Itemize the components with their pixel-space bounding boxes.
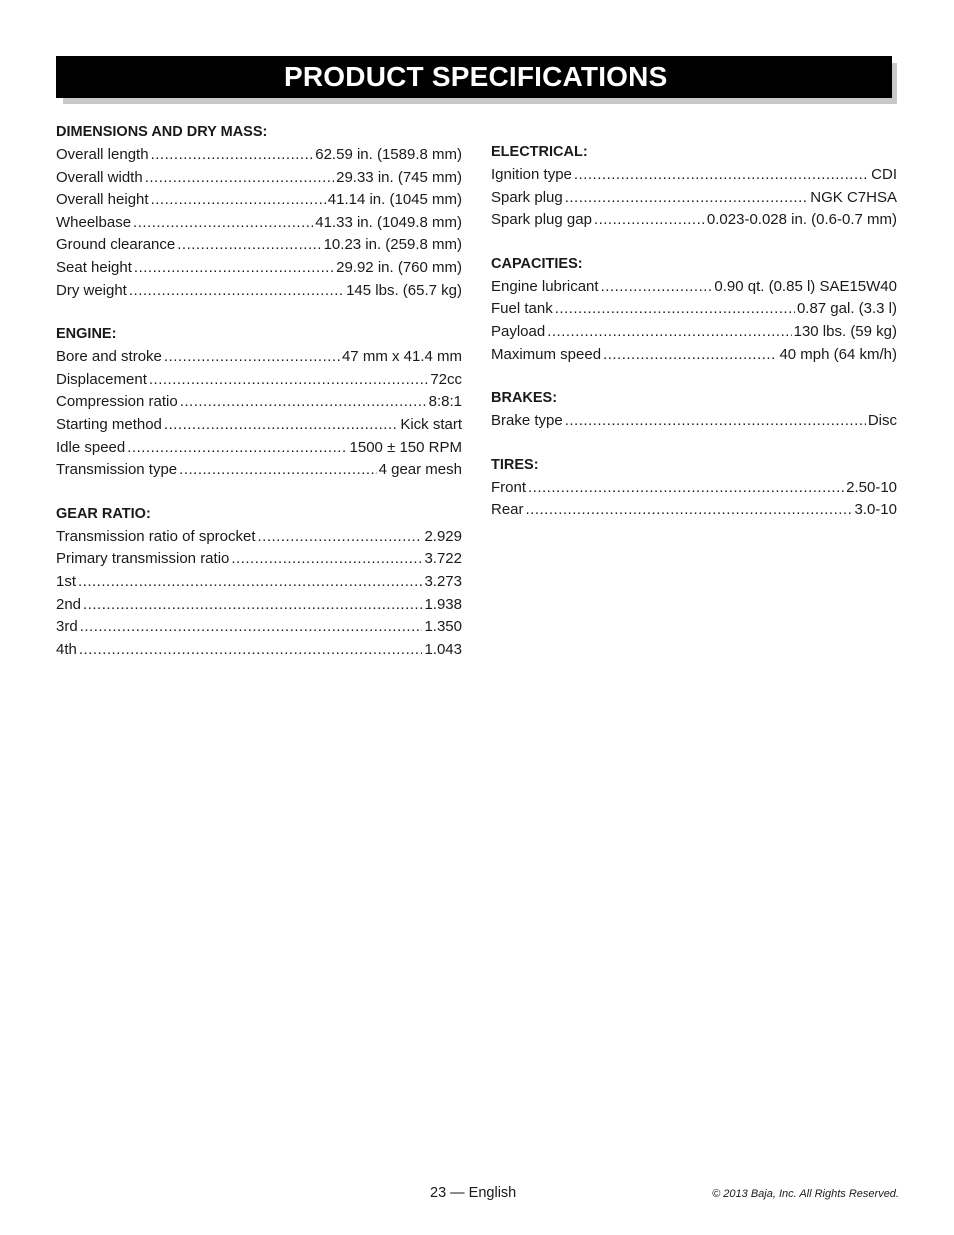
spec-value: 2.929	[424, 527, 462, 545]
spec-row	[56, 639, 462, 662]
spec-row	[56, 548, 462, 571]
spec-section	[491, 388, 897, 433]
spec-label: Overall width	[56, 168, 143, 186]
dot-leader	[127, 437, 347, 460]
dot-leader	[151, 144, 314, 167]
spec-row	[56, 571, 462, 594]
spec-row	[56, 144, 462, 167]
spec-row	[56, 391, 462, 414]
dot-leader	[547, 321, 791, 344]
spec-row	[56, 369, 462, 392]
spec-value: 10.23 in. (259.8 mm)	[323, 236, 462, 254]
spec-label: Fuel tank	[491, 300, 553, 318]
spec-value: 41.14 in. (1045 mm)	[327, 191, 462, 209]
spec-value: 145 lbs. (65.7 kg)	[346, 281, 462, 299]
copyright-notice: © 2013 Baja, Inc. All Rights Reserved.	[712, 1188, 899, 1200]
spec-value: 0.023-0.028 in. (0.6-0.7 mm)	[706, 211, 897, 229]
spec-value: 72cc	[430, 370, 462, 388]
spec-section	[56, 504, 462, 662]
spec-value: 47 mm x 41.4 mm	[341, 348, 462, 366]
spec-label: Seat height	[56, 258, 132, 276]
spec-row	[491, 499, 897, 522]
dot-leader	[565, 410, 866, 433]
dot-leader	[133, 212, 313, 235]
spec-section	[491, 254, 897, 366]
spec-label: Dry weight	[56, 281, 127, 299]
spec-label: Ignition type	[491, 166, 572, 183]
spec-row	[56, 616, 462, 639]
dot-leader	[80, 616, 423, 639]
spec-label: Wheelbase	[56, 213, 132, 231]
section-heading: ELECTRICAL:	[491, 144, 588, 160]
spec-label: Transmission ratio of sprocket	[56, 527, 256, 545]
spec-label: Transmission type	[56, 461, 178, 479]
dot-leader	[83, 594, 422, 617]
dot-leader	[177, 234, 321, 257]
page-title: PRODUCT SPECIFICATIONS	[56, 56, 892, 98]
dot-leader	[151, 189, 326, 212]
spec-row	[491, 187, 897, 210]
spec-row	[56, 189, 462, 212]
spec-value: 2.50-10	[846, 478, 897, 496]
spec-row	[491, 321, 897, 344]
spec-value: 1.350	[424, 618, 462, 636]
dot-leader	[603, 344, 777, 367]
dot-leader	[145, 167, 334, 190]
dot-leader	[555, 298, 795, 321]
dot-leader	[164, 414, 398, 437]
spec-label: Spark plug	[491, 188, 563, 206]
spec-value: 4 gear mesh	[378, 461, 462, 479]
dot-leader	[79, 639, 423, 662]
spec-row	[56, 280, 462, 303]
spec-label: Ground clearance	[56, 236, 176, 254]
spec-row	[56, 346, 462, 369]
dot-leader	[129, 280, 344, 303]
dot-leader	[594, 209, 705, 232]
section-heading: GEAR RATIO:	[56, 505, 151, 522]
spec-value: 40 mph (64 km/h)	[779, 345, 897, 363]
dot-leader	[164, 346, 340, 369]
spec-value: NGK C7HSA	[810, 188, 897, 206]
spec-label: 1st	[56, 572, 77, 590]
spec-row	[491, 344, 897, 367]
spec-label: Overall length	[56, 146, 149, 163]
dot-leader	[231, 548, 422, 571]
left-spec-column	[56, 122, 462, 683]
spec-row	[491, 298, 897, 321]
spec-section	[56, 324, 462, 482]
spec-value: 29.33 in. (745 mm)	[336, 168, 462, 186]
spec-value: 3.273	[424, 572, 462, 590]
spec-label: 4th	[56, 640, 77, 658]
spec-value: 41.33 in. (1049.8 mm)	[315, 213, 462, 231]
dot-leader	[134, 257, 334, 280]
spec-value: 0.90 qt. (0.85 l) SAE15W40	[714, 277, 897, 295]
spec-label: Idle speed	[56, 438, 126, 456]
spec-value: 1.938	[424, 595, 462, 613]
spec-value: Disc	[867, 412, 897, 430]
spec-label: Rear	[491, 501, 524, 519]
spec-section	[491, 142, 897, 232]
spec-value: 29.92 in. (760 mm)	[336, 258, 462, 276]
spec-row	[56, 257, 462, 280]
spec-value: 1500 ± 150 RPM	[349, 438, 462, 456]
spec-row	[56, 234, 462, 257]
section-heading: BRAKES:	[491, 390, 558, 407]
section-heading: TIRES:	[491, 456, 539, 473]
spec-row	[56, 414, 462, 437]
dot-leader	[78, 571, 422, 594]
spec-row	[491, 276, 897, 299]
spec-value: 8:8:1	[428, 393, 462, 411]
spec-label: Spark plug gap	[491, 211, 592, 229]
spec-section	[491, 455, 897, 522]
section-heading: CAPACITIES:	[491, 255, 583, 272]
spec-label: Engine lubricant	[491, 277, 599, 295]
dot-leader	[149, 369, 428, 392]
spec-row	[56, 526, 462, 549]
spec-label: Primary transmission ratio	[56, 550, 230, 568]
dot-leader	[526, 499, 853, 522]
spec-row	[56, 212, 462, 235]
dot-leader	[574, 164, 869, 187]
spec-row	[491, 477, 897, 500]
spec-value: 3.722	[424, 550, 462, 568]
section-heading: DIMENSIONS AND DRY MASS:	[56, 124, 268, 140]
spec-row	[56, 594, 462, 617]
spec-label: Front	[491, 478, 527, 496]
dot-leader	[258, 526, 423, 549]
spec-row	[56, 437, 462, 460]
dot-leader	[528, 477, 844, 500]
spec-label: Overall height	[56, 191, 149, 209]
spec-label: Payload	[491, 322, 546, 340]
dot-leader	[601, 276, 713, 299]
spec-label: 2nd	[56, 595, 82, 613]
spec-row	[56, 459, 462, 482]
spec-label: Starting method	[56, 415, 162, 433]
spec-section	[56, 122, 462, 302]
spec-value: Kick start	[400, 415, 462, 433]
page-number: 23 — English	[430, 1185, 517, 1201]
spec-row	[491, 209, 897, 232]
spec-value: 62.59 in. (1589.8 mm)	[315, 146, 462, 163]
spec-label: Bore and stroke	[56, 348, 162, 366]
spec-value: CDI	[871, 166, 897, 183]
spec-value: 3.0-10	[854, 501, 897, 519]
dot-leader	[565, 187, 809, 210]
spec-label: Displacement	[56, 370, 147, 388]
section-heading: ENGINE:	[56, 326, 117, 343]
spec-row	[491, 164, 897, 187]
spec-label: Maximum speed	[491, 345, 602, 363]
spec-label: Brake type	[491, 412, 563, 430]
right-spec-column	[491, 142, 897, 544]
spec-value: 0.87 gal. (3.3 l)	[796, 300, 897, 318]
spec-label: 3rd	[56, 618, 78, 636]
spec-value: 1.043	[424, 640, 462, 658]
spec-label: Compression ratio	[56, 393, 178, 411]
spec-row	[491, 410, 897, 433]
dot-leader	[180, 391, 427, 414]
spec-value: 130 lbs. (59 kg)	[793, 322, 897, 340]
spec-row	[56, 167, 462, 190]
dot-leader	[179, 459, 376, 482]
